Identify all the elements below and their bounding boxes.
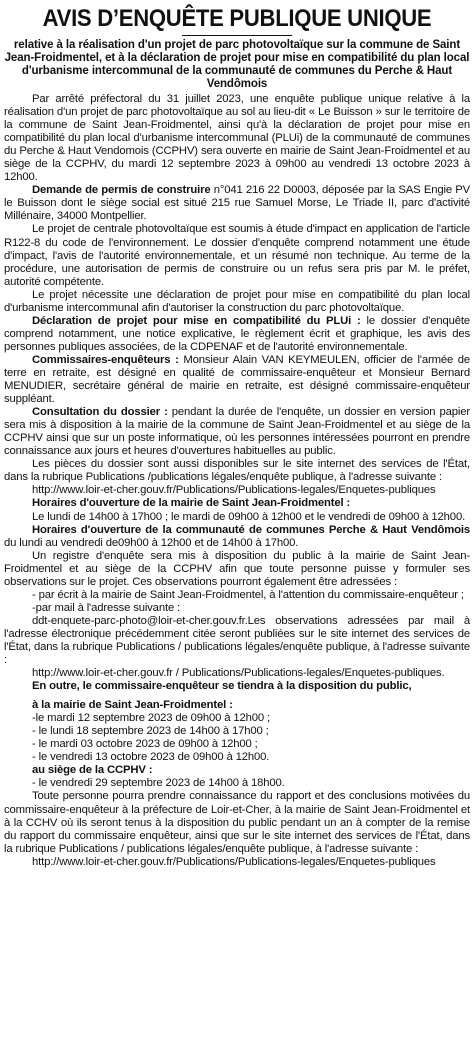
commissaires-text: Monsieur Alain VAN KEYMEULEN, officier de l'armée de terre en retraite, est désigné en qualité de commissaire-enquêteur et Monsieur Bernard MENUDIER, secrétaire général de mairie en retraite, est désigné commissaire-enquêteur suppléant. bbox=[4, 353, 471, 406]
date-mairie-3: - le mardi 03 octobre 2023 de 09h00 à 12h00 ; bbox=[32, 738, 258, 751]
paragraph-permis bbox=[4, 184, 470, 223]
heading-horaires-mairie: Horaires d'ouverture de la mairie de Saint Jean-Froidmentel : bbox=[32, 497, 351, 510]
heading-ccphv-permanences: au siège de la CCPHV : bbox=[32, 764, 153, 777]
paragraph-commissaires bbox=[4, 354, 470, 406]
date-mairie-4: - le vendredi 13 octobre 2023 de 09h00 à 12h00. bbox=[32, 751, 270, 764]
paragraph-registre: Un registre d'enquête sera mis à disposition du public à la mairie de Saint Jean-Froidmentel et au siège de la CCPHV afin que toute personne puisse y formuler ses observations sur le projet. Ces observations pourront également être adressées : bbox=[4, 549, 470, 588]
date-ccphv-1: - le vendredi 29 septembre 2023 de 14h00 à 18h00. bbox=[32, 777, 285, 790]
url-enquetes-publiques-2[interactable]: http://www.loir-et-cher.gouv.fr / Publications/Publications-legales/Enquetes-publiques. bbox=[32, 667, 445, 680]
paragraph-consultation bbox=[4, 406, 470, 458]
permis-text: n°041 216 22 D0003, déposée par la SAS Engie PV le Buisson dont le siège social est situé 215 rue Samuel Morse, Le Triade II, parc d'activité Millénaire, 34000 Montpellier. bbox=[4, 184, 470, 223]
url-enquetes-publiques[interactable]: http://www.loir-et-cher.gouv.fr/Publications/Publications-legales/Enquetes-publiques bbox=[32, 484, 436, 497]
paragraph-par-ecrit: - par écrit à la mairie de Saint Jean-Froidmentel, à l'attention du commissaire-enquêteur ; bbox=[32, 588, 464, 601]
paragraph-declaration-projet: Le projet nécessite une déclaration de projet pour mise en compatibilité du plan local d'urbanisme intercommunal afin d'autoriser la construction du parc photovoltaïque. bbox=[4, 288, 470, 314]
notice-title: AVIS D’ENQUÊTE PUBLIQUE UNIQUE bbox=[42, 5, 432, 32]
notice-subtitle: relative à la réalisation d'un projet de parc photovoltaïque sur la commune de Saint Jean-Froidmentel, et à la déclaration de projet pour mise en compatibilité du plan local d'urbanisme intercommunal de la communauté de communes du Perche & Haut Vendômois bbox=[4, 39, 470, 90]
permis-heading: Demande de permis de construire bbox=[32, 184, 211, 197]
paragraph-etude-impact: Le projet de centrale photovoltaïque est soumis à étude d'impact en application de l'article R122-8 du code de l'environnement. Le dossier d'enquête comprend notamment une étude d'impact, l'avis de l'autorité environnementale, et un résumé non technique. Au terme de la procédure, une autorisation de permis de construire ou un refus sera pris par M. le préfet, autorité compétente. bbox=[4, 223, 470, 288]
paragraph-plui bbox=[4, 315, 470, 354]
plui-heading: Déclaration de projet pour mise en compatibilité du PLUi : bbox=[32, 314, 361, 327]
horaires-ccphv-text: du lundi au vendredi de09h00 à 12h00 et de 14h00 à 17h00. bbox=[4, 536, 299, 549]
plui-text: le dossier d'enquête comprend notamment, une notice explicative, le règlement écrit et graphique, les avis des personnes publiques associées, de la CDPENAF et de l'autorité environnementale. bbox=[4, 314, 470, 353]
date-mairie-2: - le lundi 18 septembre 2023 de 14h00 à 17h00 ; bbox=[32, 725, 269, 738]
heading-mairie-permanences: à la mairie de Saint Jean-Froidmentel : bbox=[32, 699, 233, 712]
url-enquetes-publiques-3[interactable]: http://www.loir-et-cher.gouv.fr/Publications/Publications-legales/Enquetes-publiques bbox=[32, 855, 436, 868]
horaires-ccphv-heading: Horaires d'ouverture de la communauté de communes Perche & Haut Vendômois bbox=[32, 523, 470, 536]
title-divider bbox=[182, 35, 292, 36]
paragraph-arrete: Par arrêté préfectoral du 31 juillet 2023, une enquête publique unique relative à la réalisation d'un projet de parc photovoltaïque au sol au lieu-dit « Le Buisson » sur le territoire de la commune de Saint Jean-Froidmentel, ainsi qu'à la déclaration de projet pour mise en compatibilité du plan local d'urbanisme intercommunal (PLUi) de la communauté de communes du Perche & Haut Vendomois (CCPHV) sera ouverte en mairie de Saint Jean-Froidmentel et au siège de la CCPHV, du mardi 12 septembre 2023 à 09h00 au vendredi 13 octobre 2023 à 12h00. bbox=[4, 93, 470, 184]
paragraph-horaires-ccphv bbox=[4, 524, 470, 550]
date-mairie-1: -le mardi 12 septembre 2023 de 09h00 à 12h00 ; bbox=[32, 712, 271, 725]
paragraph-pieces-dossier: Les pièces du dossier sont aussi disponibles sur le site internet des services de l'État, dans la rubrique Publications /publications légales/enquête publique, à l'adresse suivante : bbox=[4, 458, 470, 484]
commissaires-heading: Commissaires-enquêteurs : bbox=[32, 353, 179, 366]
heading-disposition-public: En outre, le commissaire-enquêteur se tiendra à la disposition du public, bbox=[32, 680, 412, 693]
consultation-heading: Consultation du dossier : bbox=[32, 406, 168, 419]
paragraph-mail-address: ddt-enquete-parc-photo@loir-et-cher.gouv.fr.Les observations adressées par mail à l'adresse électronique précédemment citée seront publiées sur le site internet des services de l'État, dans la rubrique Publications / publications légales/enquête publique, à l'adresse suivante : bbox=[4, 614, 470, 667]
paragraph-rapport: Toute personne pourra prendre connaissance du rapport et des conclusions motivées du commissaire-enquêteur à la préfecture de Loir-et-Cher, à la mairie de Saint Jean-Froidmentel et à la CCHV où ils seront tenus à la disposition du public pendant un an à compter de la remise du rapport du commissaire enquêteur, ainsi que sur le site internet des services de l'État, dans la rubrique Publications / publications légales/enquête publique, à l'adresse suivante : bbox=[4, 790, 470, 855]
paragraph-par-mail: -par mail à l'adresse suivante : bbox=[32, 601, 181, 614]
consultation-text: pendant la durée de l'enquête, un dossier en version papier sera mis à disposition à la mairie de la commune de Saint Jean-Froidmentel et au siège de la CCPHV ainsi que sur un poste informatique, où les personnes intéressées pourront en prendre connaissance aux jours et heures d'ouvertures habituelles au public. bbox=[4, 406, 470, 458]
paragraph-horaires-mairie: Le lundi de 14h00 à 17h00 ; le mardi de 09h00 à 12h00 et le vendredi de 09h00 à 12h00. bbox=[32, 510, 466, 523]
